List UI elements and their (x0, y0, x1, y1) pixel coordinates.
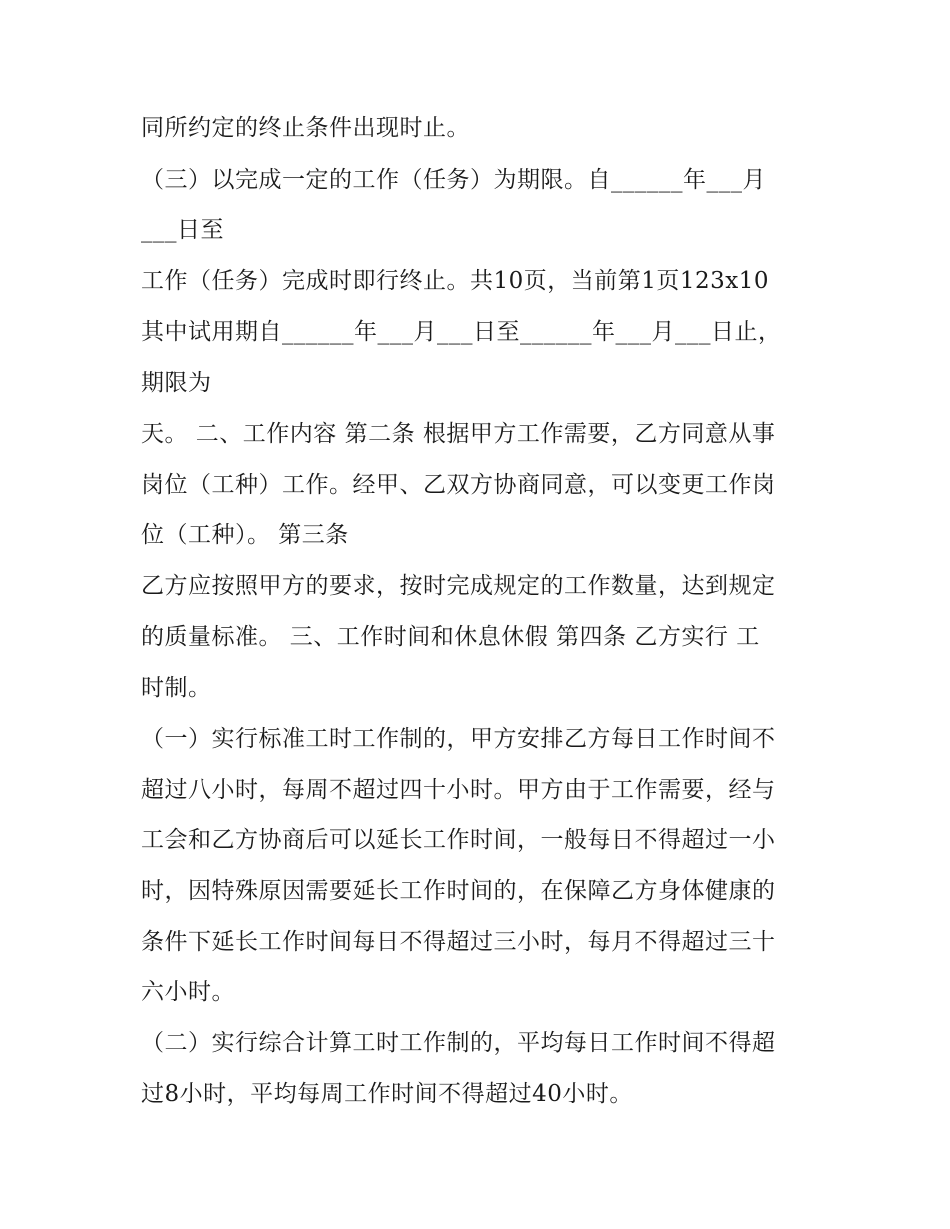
text-line: 乙方应按照甲方的要求，按时完成规定的工作数量，达到规定 (141, 573, 776, 599)
text-line: 时，因特殊原因需要延长工作时间的，在保障乙方身体健康的 (141, 878, 776, 904)
text-line: 同所约定的终止条件出现时止。 (141, 115, 470, 141)
text-line: 条件下延长工作时间每日不得超过三小时，每月不得超过三十 (141, 929, 776, 955)
text-line: 超过八小时，每周不超过四十小时。甲方由于工作需要，经与 (141, 777, 776, 803)
text-line: 位（工种）。 第三条 (141, 522, 349, 548)
text-line: 过8小时，平均每周工作时间不得超过40小时。 (141, 1081, 633, 1107)
text-line: 其中试用期自______年___月___日至______年___月___日止， (141, 319, 782, 345)
text-line: ___日至 (141, 217, 224, 243)
text-line: （三）以完成一定的工作（任务）为期限。自______年___月 (141, 167, 766, 193)
text-line: （一）实行标准工时工作制的，甲方安排乙方每日工作时间不 (141, 726, 776, 752)
text-line: 时制。 (141, 675, 212, 701)
text-line: （二）实行综合计算工时工作制的，平均每日工作时间不得超 (141, 1030, 776, 1056)
text-line: 天。 二、工作内容 第二条 根据甲方工作需要，乙方同意从事 (141, 421, 776, 447)
text-line: 六小时。 (141, 979, 235, 1005)
text-line: 工会和乙方协商后可以延长工作时间，一般每日不得超过一小 (141, 827, 776, 853)
text-line: 期限为 (141, 370, 212, 396)
text-line: 岗位（工种）工作。经甲、乙双方协商同意，可以变更工作岗 (141, 472, 776, 498)
text-line: 的质量标准。 三、工作时间和休息休假 第四条 乙方实行 工 (141, 624, 760, 650)
text-line: 工作（任务）完成时即行终止。共10页，当前第1页123x10 (141, 268, 770, 294)
